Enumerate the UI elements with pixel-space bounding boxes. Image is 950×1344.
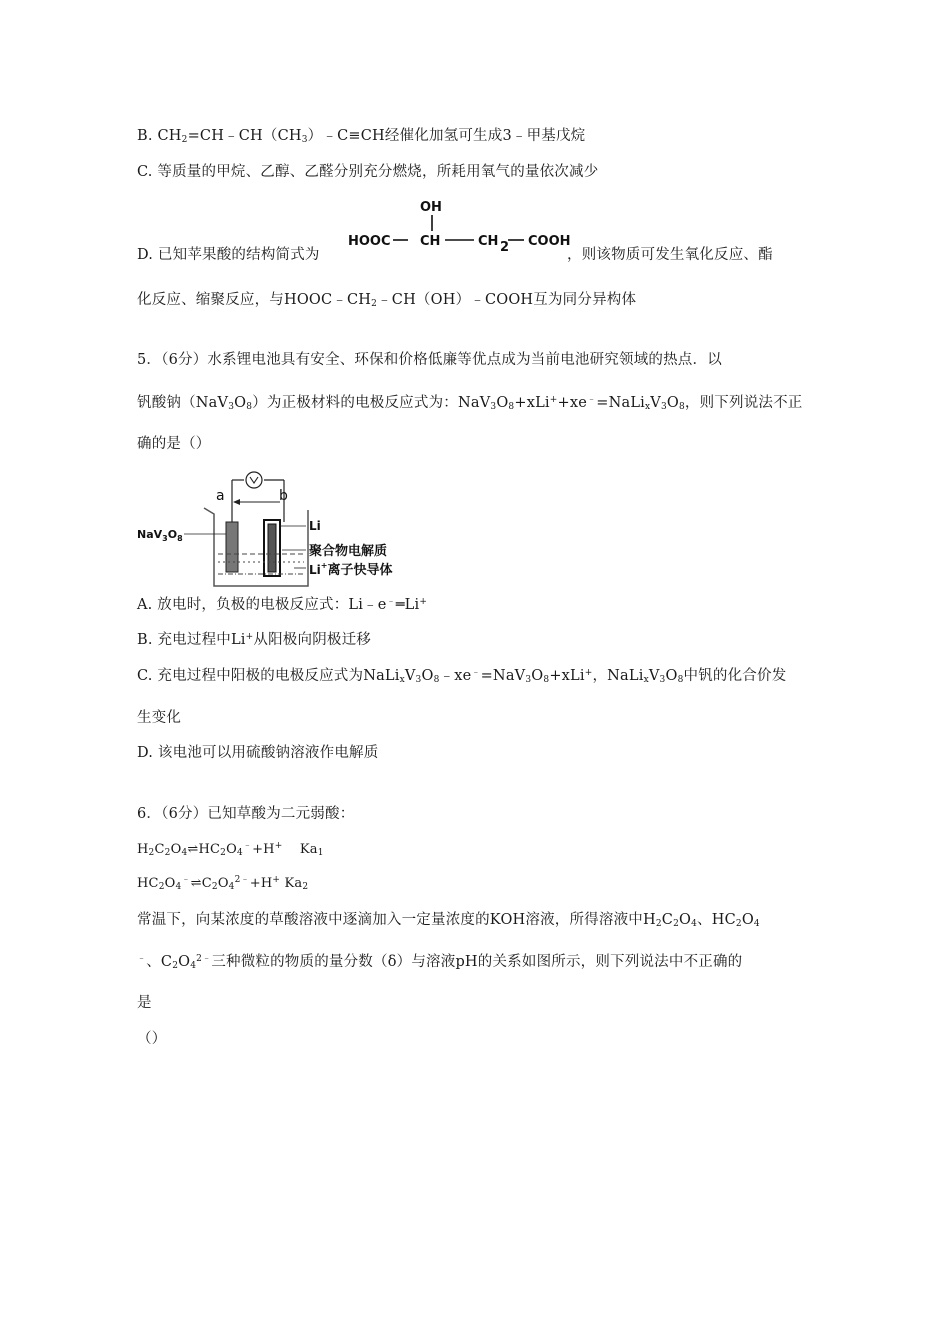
q4-option-c: C. 等质量的甲烷、乙醇、乙醛分别充分燃烧，所耗用氧气的量依次减少 (137, 164, 599, 180)
q6-stem: 6．（6分）已知草酸为二元弱酸： (137, 806, 355, 822)
q6-body-line3: 是 (137, 995, 152, 1011)
structure-oh: OH (420, 200, 442, 215)
label-ion-conductor: Li+离子快导体 (309, 561, 393, 578)
battery-cell-diagram (134, 470, 414, 592)
q6-body-line2: ﹣、$C_2O_4^{2﹣}$三种微粒的物质的量分数（δ）与溶液pH的关系如图所示，则下列说法中不正确的 (137, 954, 743, 971)
structure-hooc: HOOC (348, 234, 391, 249)
voltmeter-icon (246, 472, 262, 488)
structure-ch: CH (420, 234, 441, 249)
lithium-electrode (268, 524, 276, 572)
q6-body-line1: 常温下，向某浓度的草酸溶液中逐滴加入一定量浓度的KOH溶液，所得溶液中$H_2C_2O_4$、$HC_2O_4$ (137, 912, 760, 929)
label-li: Li (309, 519, 321, 533)
structure-ch2-sub: 2 (500, 240, 510, 255)
structure-cooh: COOH (528, 234, 571, 249)
q5-stem-line2: 钒酸钠$(NaV_3O_8)$为正极材料的电极反应式为：$NaV_3O_8+xLi^++xe^﹣=NaLi_xV_3O_8$，则下列说法不正 (137, 395, 803, 412)
q5-stem-line3: 确的是（） (137, 436, 211, 452)
q6-answer-blank: （） (137, 1031, 167, 1047)
q4-option-d-tail: ，则该物质可发生氧化反应、酯 (567, 247, 773, 263)
cathode-electrode (226, 522, 238, 572)
label-polymer-electrolyte: 聚合物电解质 (309, 544, 388, 559)
label-b: b (279, 488, 288, 504)
malic-acid-structure (348, 196, 574, 256)
q5-option-c-continued: 生变化 (137, 710, 182, 726)
q5-option-a: A. 放电时，负极的电极反应式：Li﹣e﹣═Li+ (137, 597, 428, 613)
q4-option-d-continued: 化反应、缩聚反应，与$HOOC﹣CH_2﹣CH(OH)﹣COOH$互为同分异构体 (137, 292, 637, 309)
label-nav3o8: $NaV_3O_8$ (137, 528, 183, 543)
q6-equilibrium-2: $HC_2O_4^﹣\rightleftharpoons C_2O_4^{2﹣}+H^+$ $Ka_2$ (137, 875, 309, 892)
q4-option-b: B. $CH_2=CH﹣CH(CH_3)﹣C\equiv CH$经催化加氢可生成3﹣甲基戊烷 (137, 128, 586, 145)
label-a: a (216, 488, 225, 504)
q6-equilibrium-1: $H_2C_2O_4\rightleftharpoons HC_2O_4^﹣+H^+$ $Ka_1$ (137, 841, 324, 858)
q5-option-b: B. 充电过程中Li+从阳极向阴极迁移 (137, 632, 371, 648)
q4-option-d: D. 已知苹果酸的结构简式为 (137, 247, 320, 263)
q5-option-c: C. 充电过程中阳极的电极反应式为$NaLi_xV_3O_8﹣xe^﹣=NaV_3O_8+xLi^+$，$NaLi_xV_3O_8$中钒的化合价发 (137, 668, 787, 685)
q5-stem-line1: 5．（6分）水系锂电池具有安全、环保和价格低廉等优点成为当前电池研究领域的热点．以 (137, 352, 722, 368)
structure-ch2: CH (478, 234, 499, 249)
q5-option-d: D. 该电池可以用硫酸钠溶液作电解质 (137, 745, 379, 761)
